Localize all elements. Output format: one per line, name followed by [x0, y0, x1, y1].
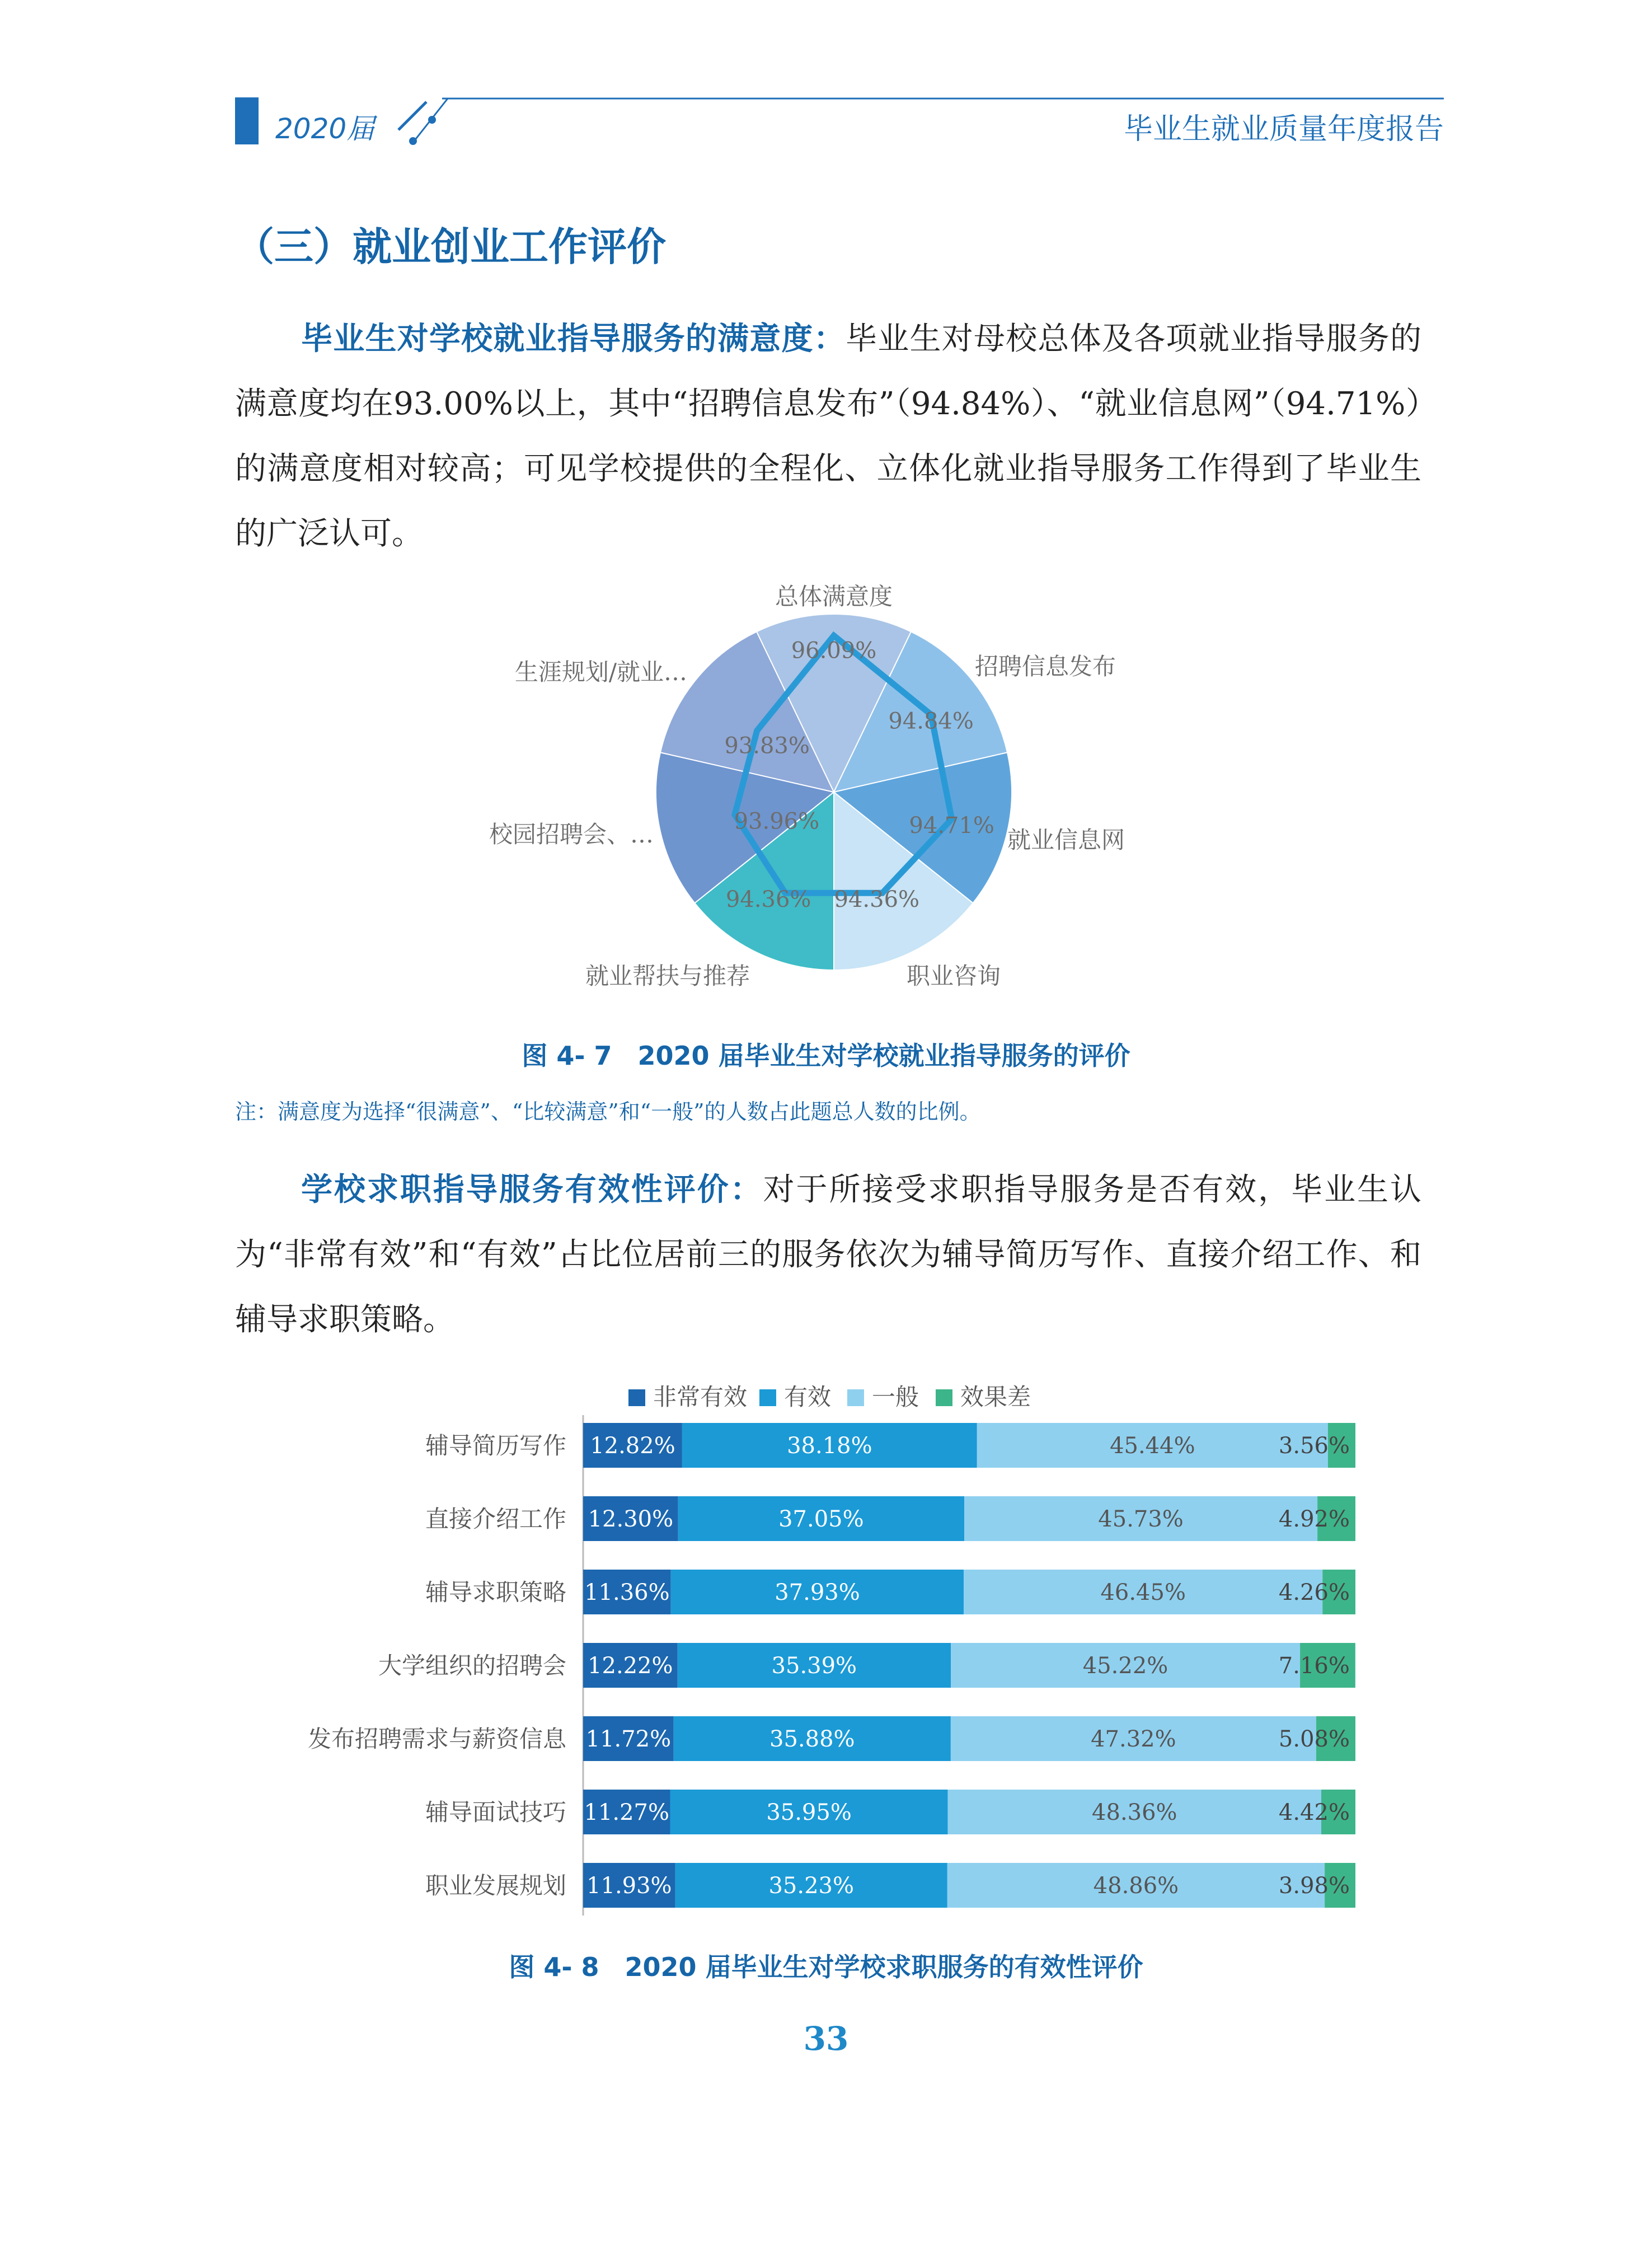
radar-category-label: 职业咨询 [907, 962, 1001, 990]
radar-category-label: 招聘信息发布 [975, 653, 1116, 680]
bar-value-label: 37.93% [775, 1580, 860, 1605]
paragraph-text: 对于所接受求职指导服务是否有效，毕业生认为“非常有效”和“有效”占比位居前三的服务依次为辅导简历写作、直接介绍工作、和辅导求职策略。 [235, 1172, 1422, 1338]
bar-value-label: 11.72% [585, 1726, 672, 1752]
bar-value-label: 4.26% [1278, 1580, 1350, 1605]
legend-swatch [847, 1389, 864, 1406]
bar-value-label: 45.22% [1082, 1653, 1168, 1679]
paragraph-text: 毕业生对母校总体及各项就业指导服务的满意度均在93.00%以上，其中“招聘信息发布”（94.84%）、“就业信息网”（94.71%）的满意度相对较高；可见学校提供的全程化、立体化就业指导服务工作得到了毕业生的广泛认可。 [235, 321, 1421, 552]
bar-value-label: 45.73% [1098, 1506, 1184, 1532]
radar-value-label: 94.36% [725, 887, 811, 913]
bar-category-label: 辅导求职策略 [425, 1579, 566, 1606]
radar-value-label: 93.96% [734, 808, 820, 835]
figure-7-caption: 图 4- 7 2020 届毕业生对学校就业指导服务的评价 [522, 1041, 1130, 1071]
bar-value-label: 4.92% [1278, 1506, 1350, 1532]
bar-category-label: 直接介绍工作 [425, 1505, 566, 1533]
legend-label: 效果差 [960, 1383, 1031, 1411]
radar-value-label: 94.36% [834, 887, 920, 913]
legend-label: 非常有效 [653, 1383, 748, 1411]
radar-value-label: 93.83% [724, 733, 810, 759]
paragraph-lead: 学校求职指导服务有效性评价： [301, 1172, 763, 1208]
legend-swatch [628, 1389, 645, 1406]
bar-value-label: 47.32% [1091, 1726, 1176, 1752]
section-title: （三）就业创业工作评价 [235, 224, 666, 270]
bar-value-label: 7.16% [1278, 1653, 1350, 1679]
radar-value-label: 96.09% [791, 638, 877, 664]
header-report-title: 毕业生就业质量年度报告 [1123, 113, 1444, 146]
effectiveness-stacked-bar-chart [0, 1366, 1652, 1920]
legend-label: 有效 [784, 1383, 832, 1411]
bar-value-label: 3.98% [1278, 1873, 1350, 1899]
radar-category-label: 就业信息网 [1007, 826, 1125, 854]
figure-8-caption: 图 4- 8 2020 届毕业生对学校求职服务的有效性评价 [509, 1952, 1143, 1982]
bar-value-label: 38.18% [787, 1433, 872, 1459]
legend-swatch [759, 1389, 776, 1406]
bar-value-label: 3.56% [1278, 1433, 1350, 1459]
bar-value-label: 48.36% [1092, 1800, 1177, 1825]
bar-value-label: 46.45% [1100, 1580, 1186, 1605]
header-accent-bar [235, 97, 259, 144]
radar-category-label: 总体满意度 [775, 583, 893, 610]
radar-category-label: 就业帮扶与推荐 [585, 962, 750, 990]
bar-value-label: 48.86% [1093, 1873, 1179, 1899]
paragraph-effectiveness [235, 1158, 1421, 1352]
bar-value-label: 35.23% [768, 1873, 854, 1899]
radar-value-label: 94.71% [909, 813, 994, 839]
bar-value-label: 11.93% [586, 1873, 672, 1899]
radar-category-label: 生涯规划/就业… [514, 658, 687, 686]
bar-category-label: 辅导简历写作 [425, 1432, 566, 1459]
paragraph-lead: 毕业生对学校就业指导服务的满意度： [301, 321, 846, 357]
bar-value-label: 11.27% [584, 1800, 670, 1825]
bar-category-label: 辅导面试技巧 [425, 1799, 566, 1826]
bar-value-label: 12.22% [588, 1653, 673, 1679]
bar-value-label: 5.08% [1278, 1726, 1350, 1752]
bar-category-label: 发布招聘需求与薪资信息 [307, 1725, 566, 1753]
radar-value-label: 94.84% [888, 708, 974, 734]
bar-value-label: 4.42% [1278, 1800, 1350, 1825]
bar-value-label: 12.82% [590, 1433, 675, 1459]
legend-label: 一般 [872, 1383, 919, 1411]
bar-value-label: 12.30% [588, 1506, 674, 1532]
bar-value-label: 35.39% [771, 1653, 857, 1679]
paragraph-satisfaction [235, 307, 1421, 566]
bar-category-label: 职业发展规划 [425, 1872, 566, 1899]
satisfaction-radar-chart [0, 571, 1652, 1008]
header-year: 2020届 [275, 113, 375, 145]
bar-value-label: 35.88% [769, 1726, 855, 1752]
bar-value-label: 45.44% [1110, 1433, 1195, 1459]
figure-7-note: 注：满意度为选择“很满意”、“比较满意”和“一般”的人数占此题总人数的比例。 [235, 1099, 981, 1124]
bar-value-label: 11.36% [584, 1580, 670, 1605]
page-number: 33 [803, 2020, 849, 2058]
bar-value-label: 37.05% [778, 1506, 864, 1532]
radar-category-label: 校园招聘会、… [489, 821, 654, 848]
bar-value-label: 35.95% [766, 1800, 852, 1825]
legend-swatch [936, 1389, 952, 1406]
bar-category-label: 大学组织的招聘会 [378, 1652, 566, 1679]
